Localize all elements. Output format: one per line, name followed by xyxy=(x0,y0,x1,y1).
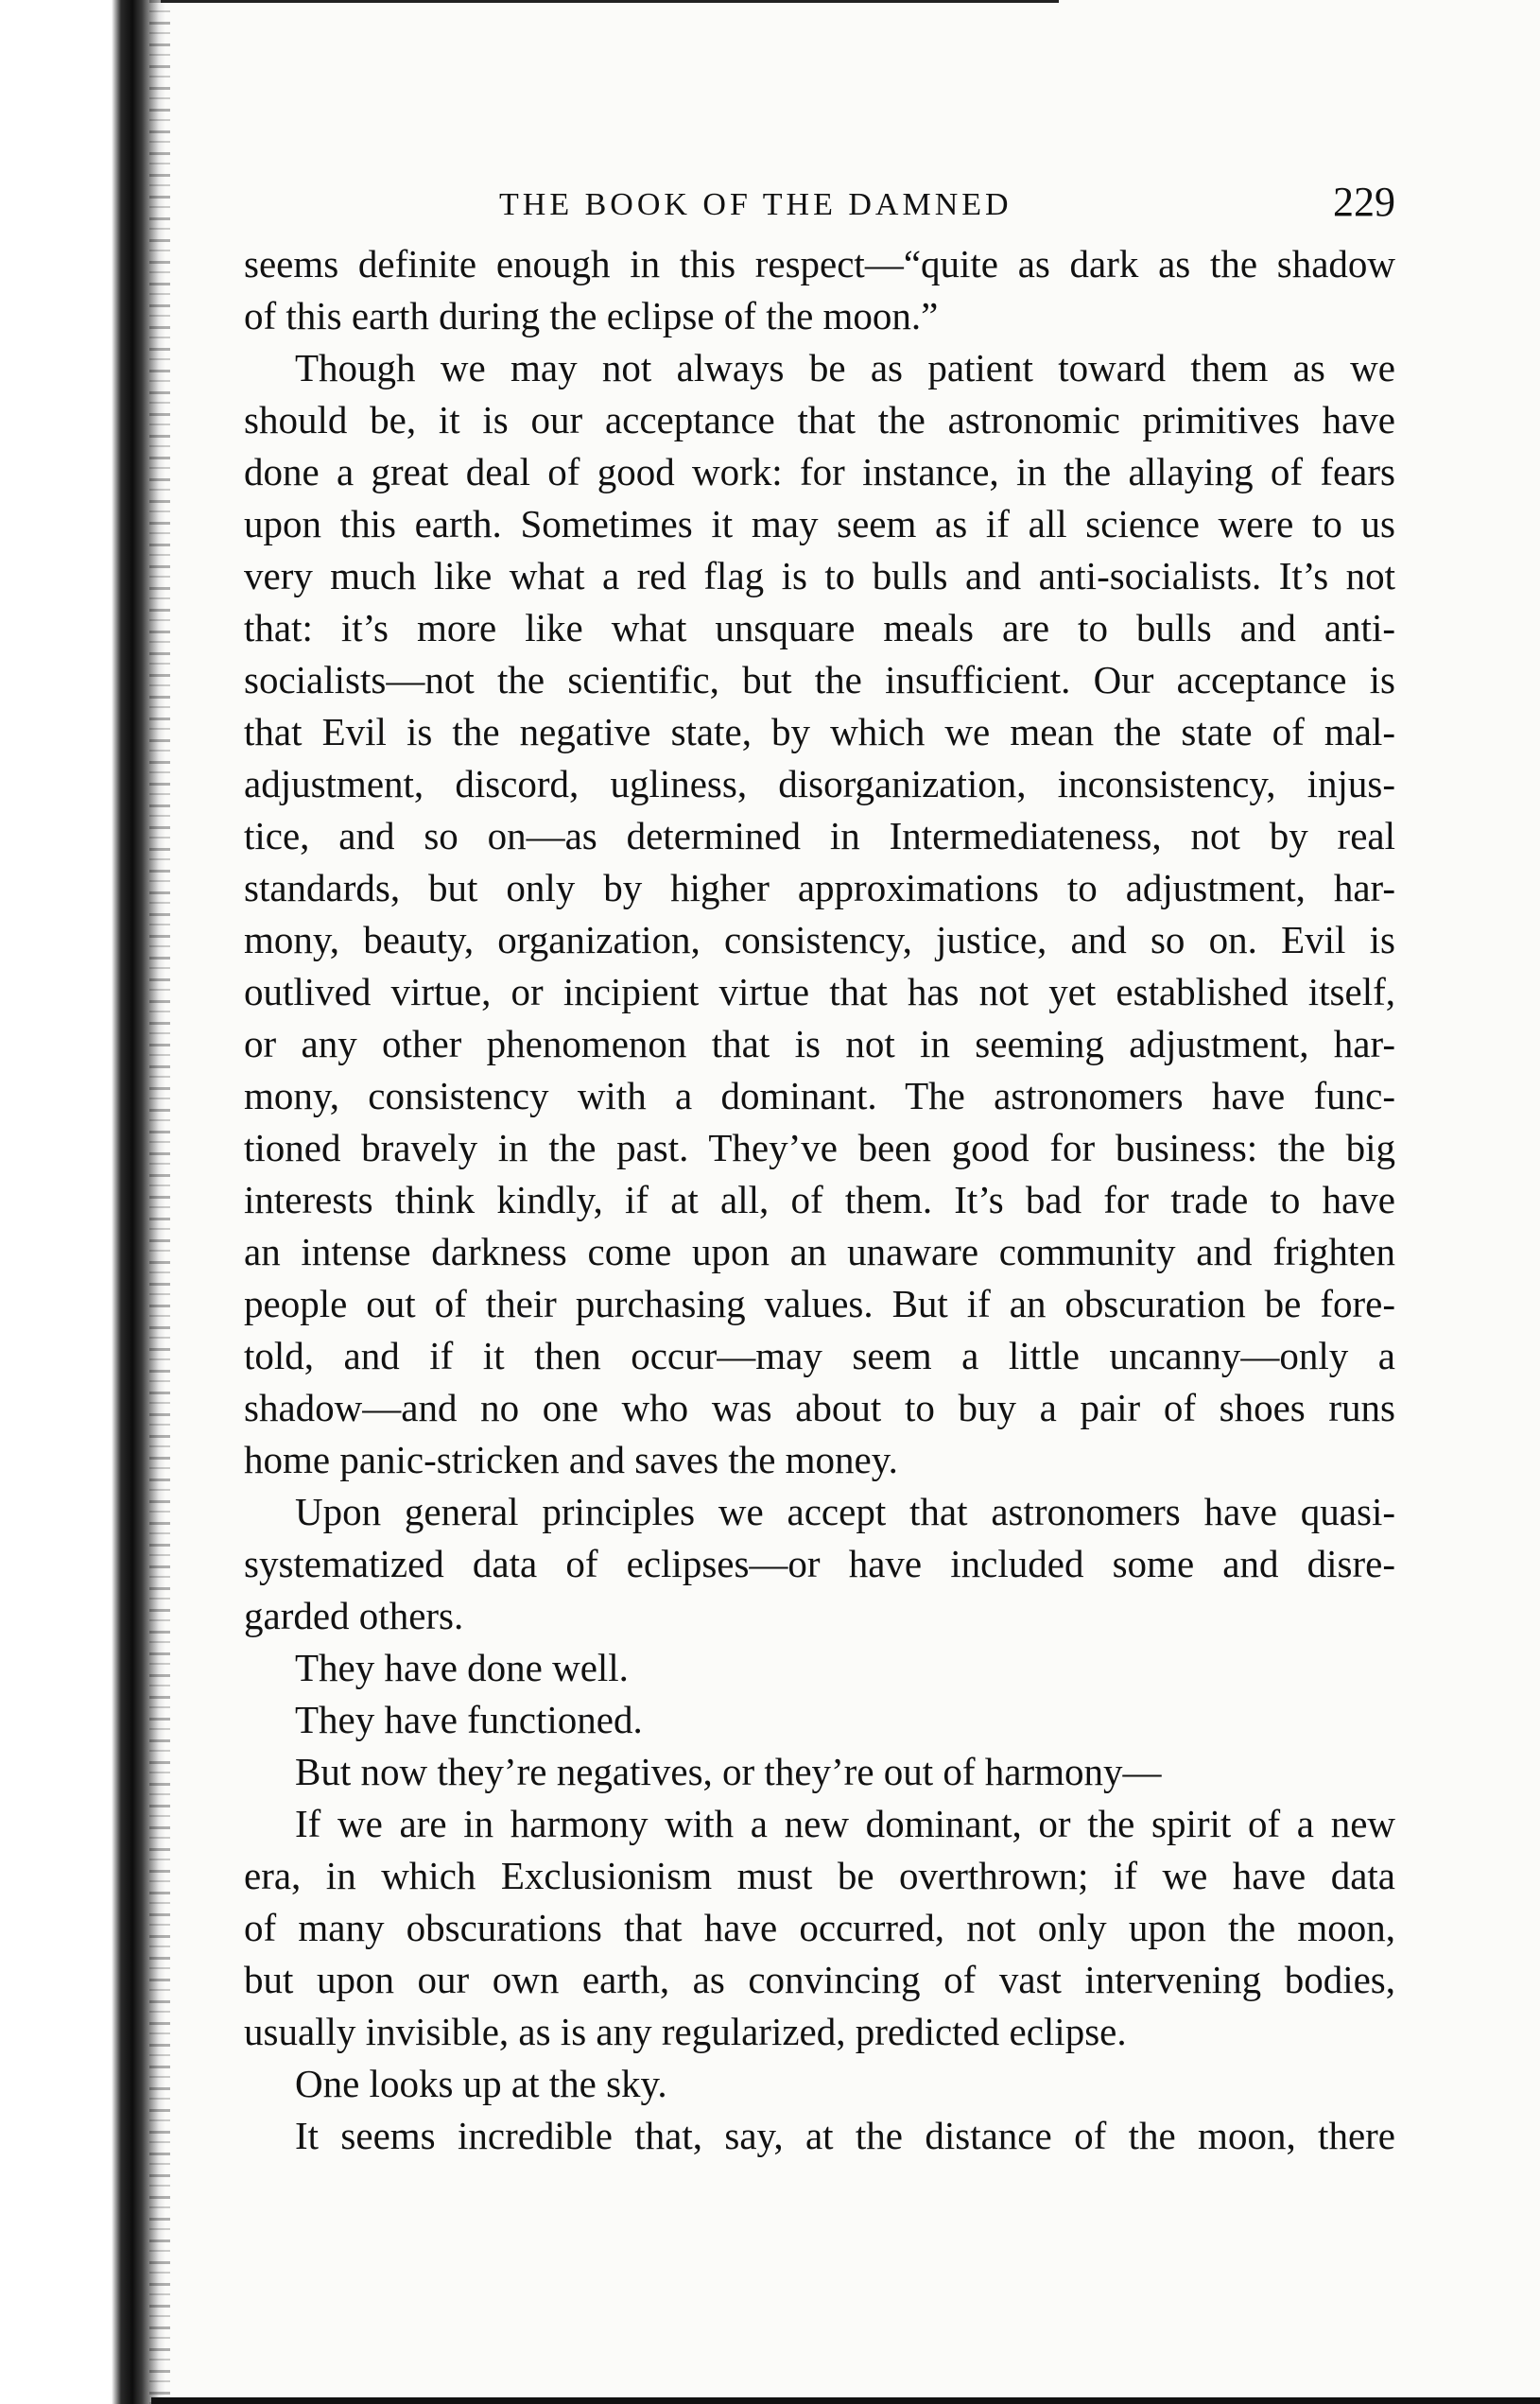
text-line: They have done well. xyxy=(295,1646,629,1689)
text-line: that Evil is the negative state, by which we mean the state of mal- xyxy=(244,710,1395,753)
text-line: an intense darkness come upon an unaware community and frighten xyxy=(244,1230,1395,1273)
text-line: It seems incredible that, say, at the distance of the moon, there xyxy=(295,2114,1395,2157)
text-line: tice, and so on—as determined in Intermediateness, not by real xyxy=(244,814,1395,857)
text-line: home panic-stricken and saves the money. xyxy=(244,1438,898,1481)
page-number: 229 xyxy=(1333,179,1395,225)
scan-bottom-edge xyxy=(151,2397,1540,2404)
binding-gutter-shadow xyxy=(0,0,165,2404)
text-line: standards, but only by higher approximations to adjustment, har- xyxy=(244,866,1395,909)
body-text xyxy=(244,238,1395,2162)
text-line: mony, consistency with a dominant. The astronomers have func- xyxy=(244,1074,1395,1117)
text-line: socialists—not the scientific, but the insufficient. Our acceptance is xyxy=(244,658,1395,701)
text-line: of many obscurations that have occurred, not only upon the moon, xyxy=(244,1906,1395,1949)
scan-top-edge xyxy=(161,0,1059,3)
text-line: adjustment, discord, ugliness, disorganization, inconsistency, injus- xyxy=(244,762,1395,805)
text-line: done a great deal of good work: for instance, in the allaying of fears xyxy=(244,450,1395,493)
running-head: THE BOOK OF THE DAMNED xyxy=(499,187,1012,222)
text-line: garded others. xyxy=(244,1594,464,1637)
text-line: If we are in harmony with a new dominant, or the spirit of a new xyxy=(295,1802,1395,1845)
text-line: tioned bravely in the past. They’ve been good for business: the big xyxy=(244,1126,1395,1169)
binding-gutter-speckle xyxy=(149,0,170,2404)
text-line: Upon general principles we accept that astronomers have quasi- xyxy=(295,1490,1395,1533)
text-line: shadow—and no one who was about to buy a pair of shoes runs xyxy=(244,1386,1395,1429)
text-line: told, and if it then occur—may seem a little uncanny—only a xyxy=(244,1334,1395,1377)
text-line: One looks up at the sky. xyxy=(295,2062,667,2105)
text-line: but upon our own earth, as convincing of vast intervening bodies, xyxy=(244,1958,1395,2001)
text-line: interests think kindly, if at all, of them. It’s bad for trade to have xyxy=(244,1178,1395,1221)
text-line: Though we may not always be as patient toward them as we xyxy=(295,346,1395,389)
text-line: seems definite enough in this respect—“quite as dark as the shadow xyxy=(244,242,1395,285)
text-line: people out of their purchasing values. But if an obscuration be fore- xyxy=(244,1282,1395,1325)
text-line: They have functioned. xyxy=(295,1698,643,1741)
text-line: But now they’re negatives, or they’re out of harmony— xyxy=(295,1750,1162,1793)
text-line: of this earth during the eclipse of the moon.” xyxy=(244,294,939,337)
text-line: upon this earth. Sometimes it may seem as if all science were to us xyxy=(244,502,1395,545)
text-line: outlived virtue, or incipient virtue that has not yet established itself, xyxy=(244,970,1395,1013)
page-header xyxy=(244,179,1395,229)
text-line: very much like what a red flag is to bulls and anti-socialists. It’s not xyxy=(244,554,1395,597)
text-line: that: it’s more like what unsquare meals are to bulls and anti- xyxy=(244,606,1395,649)
text-line: era, in which Exclusionism must be overthrown; if we have data xyxy=(244,1854,1395,1897)
text-line: systematized data of eclipses—or have included some and disre- xyxy=(244,1542,1395,1585)
text-line: usually invisible, as is any regularized, predicted eclipse. xyxy=(244,2010,1127,2053)
text-line: mony, beauty, organization, consistency, justice, and so on. Evil is xyxy=(244,918,1395,961)
text-line: or any other phenomenon that is not in seeming adjustment, har- xyxy=(244,1022,1395,1065)
text-line: should be, it is our acceptance that the astronomic primitives have xyxy=(244,398,1395,441)
